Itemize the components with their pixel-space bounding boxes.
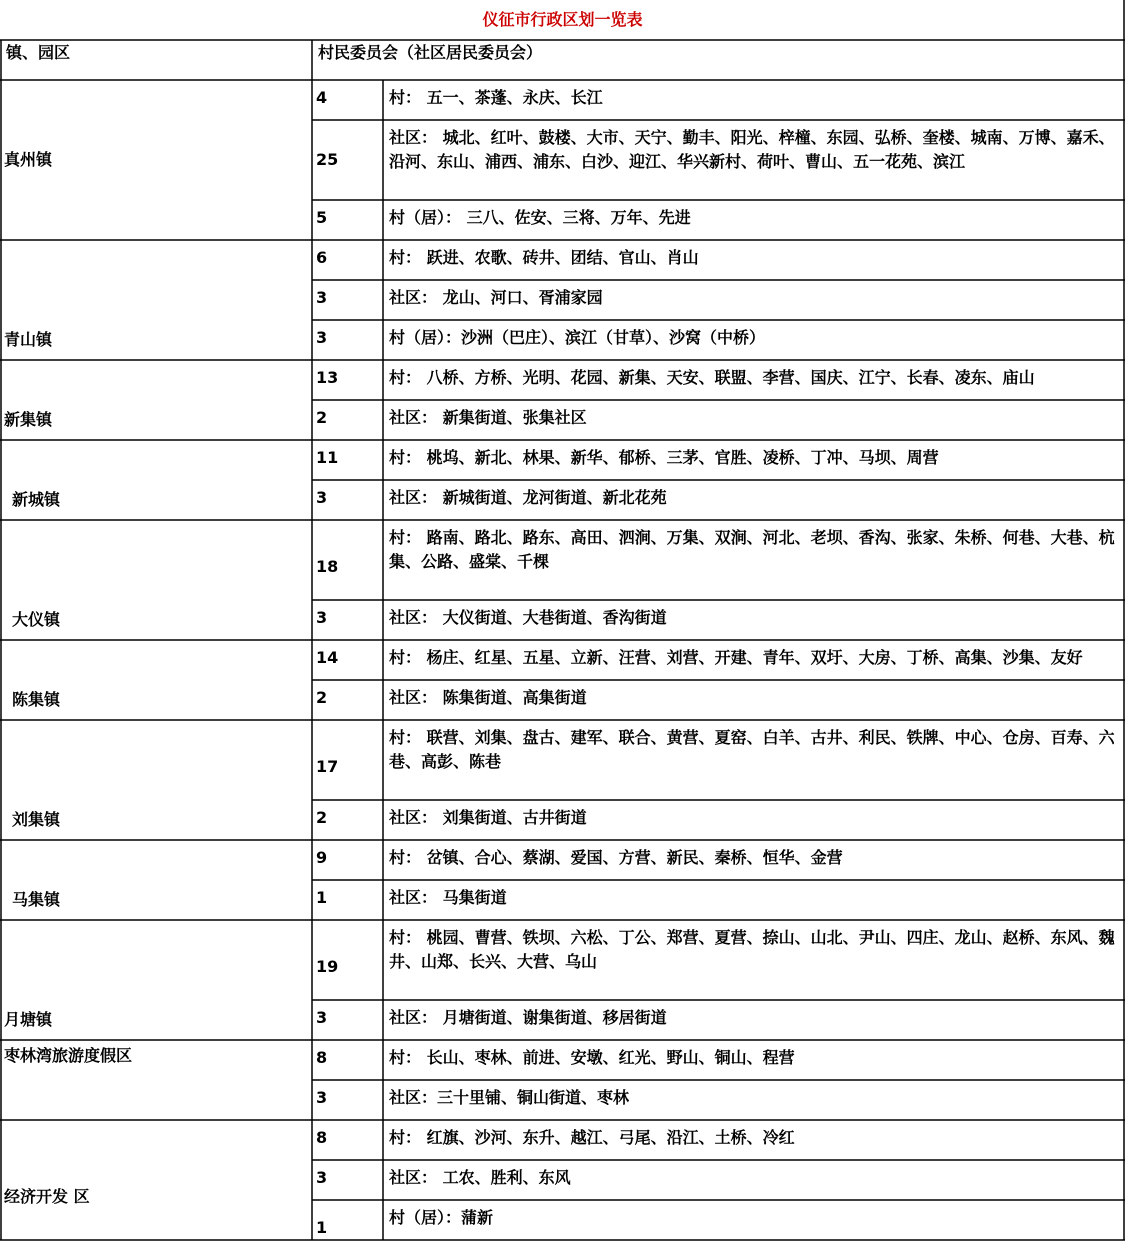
count-cell: 3: [316, 328, 328, 347]
committee-list: 社区： 工农、胜利、东风: [389, 1168, 571, 1187]
count-cell: 6: [316, 248, 328, 267]
count-cell: 25: [316, 150, 339, 169]
count-cell: 18: [316, 557, 339, 576]
count-cell: 3: [316, 1008, 328, 1027]
count-cell: 2: [316, 808, 328, 827]
town-name: 新集镇: [4, 410, 53, 429]
town-name: 刘集镇: [12, 810, 61, 829]
count-cell: 2: [316, 408, 328, 427]
committee-list: 社区： 新城街道、龙河街道、新北花苑: [389, 488, 667, 507]
committee-list: 村： 岔镇、合心、蔡湖、爱国、方营、新民、秦桥、恒华、金营: [389, 848, 843, 867]
committee-list: 社区： 新集街道、张集社区: [389, 408, 587, 427]
committee-list: 社区： 刘集街道、古井街道: [389, 808, 587, 827]
committee-list: 村： 联营、刘集、盘古、建军、联合、黄营、夏窑、白羊、古井、利民、铁牌、中心、仓房、百寿、六巷、高彭、陈巷: [389, 728, 1115, 771]
count-cell: 17: [316, 757, 339, 776]
town-name: 陈集镇: [12, 690, 61, 709]
committee-list: 村： 五一、茶蓬、永庆、长江: [389, 88, 603, 107]
committee-list: 村： 桃坞、新北、林果、新华、郁桥、三茅、官胜、凌桥、丁冲、马坝、周营: [389, 448, 939, 467]
town-name: 大仪镇: [12, 610, 61, 629]
town-name: 青山镇: [4, 330, 53, 349]
count-cell: 13: [316, 368, 339, 387]
committee-list: 社区： 大仪街道、大巷街道、香沟街道: [389, 608, 667, 627]
committee-list: 村： 长山、枣林、前进、安墩、红光、野山、铜山、程营: [389, 1048, 795, 1067]
town-name: 经济开发 区: [4, 1187, 90, 1206]
town-name: 新城镇: [12, 490, 61, 509]
count-cell: 9: [316, 848, 328, 867]
committee-list: 村： 杨庄、红星、五星、立新、汪营、刘营、开建、青年、双圩、大房、丁桥、高集、沙集、友好: [389, 648, 1083, 667]
committee-list: 社区： 马集街道: [389, 888, 507, 907]
committee-list: 村： 八桥、方桥、光明、花园、新集、天安、联盟、李营、国庆、江宁、长春、凌东、庙山: [389, 368, 1035, 387]
town-name: 枣林湾旅游度假区: [4, 1046, 133, 1065]
committee-list: 村： 路南、路北、路东、高田、泗涧、万集、双涧、河北、老坝、香沟、张家、朱桥、何巷、大巷、杭集、公路、盛棠、千棵: [389, 528, 1115, 571]
count-cell: 4: [316, 88, 328, 107]
count-cell: 5: [316, 208, 328, 227]
count-cell: 2: [316, 688, 328, 707]
header-committees: 村民委员会（社区居民委员会）: [318, 43, 543, 62]
count-cell: 3: [316, 488, 328, 507]
count-cell: 3: [316, 608, 328, 627]
count-cell: 3: [316, 1168, 328, 1187]
count-cell: 1: [316, 1217, 328, 1237]
committee-list: 社区： 陈集街道、高集街道: [389, 688, 587, 707]
town-name: 马集镇: [12, 890, 61, 909]
committee-list: 村： 跃进、农歌、砖井、团结、官山、肖山: [389, 248, 699, 267]
count-cell: 8: [316, 1128, 328, 1147]
committee-list: 社区： 月塘街道、谢集街道、移居街道: [389, 1008, 667, 1027]
committee-list: 社区： 龙山、河口、胥浦家园: [389, 288, 603, 307]
committee-list: 村（居）： 三八、佐安、三将、万年、先进: [389, 208, 691, 227]
count-cell: 1: [316, 888, 328, 907]
committee-list: 社区： 城北、红叶、鼓楼、大市、天宁、勤丰、阳光、梓橦、东园、弘桥、奎楼、城南、万博、嘉禾、沿河、东山、浦西、浦东、白沙、迎江、华兴新村、荷叶、曹山、五一花苑、滨江: [389, 128, 1115, 171]
count-cell: 14: [316, 648, 339, 667]
header-town: 镇、园区: [6, 43, 71, 62]
committee-list: 村（居）：沙洲（巴庄）、滨江（甘草）、沙窝（中桥）: [389, 328, 766, 347]
count-cell: 8: [316, 1048, 328, 1067]
count-cell: 19: [316, 957, 339, 976]
page-title: 仪征市行政区划一览表: [482, 10, 643, 29]
committee-list: 社区：三十里铺、铜山街道、枣林: [389, 1088, 630, 1107]
committee-list: 村： 桃园、曹营、铁坝、六松、丁公、郑营、夏营、捺山、山北、尹山、四庄、龙山、赵桥、东风、魏井、山郑、长兴、大营、乌山: [389, 928, 1115, 971]
count-cell: 3: [316, 1088, 328, 1107]
committee-list: 村： 红旗、沙河、东升、越江、弓尾、沿江、土桥、冷红: [389, 1128, 795, 1147]
committee-list: 村（居）：蒲新: [389, 1208, 494, 1227]
count-cell: 3: [316, 288, 328, 307]
town-name: 真州镇: [4, 150, 53, 169]
town-name: 月塘镇: [4, 1010, 53, 1029]
count-cell: 11: [316, 448, 339, 467]
